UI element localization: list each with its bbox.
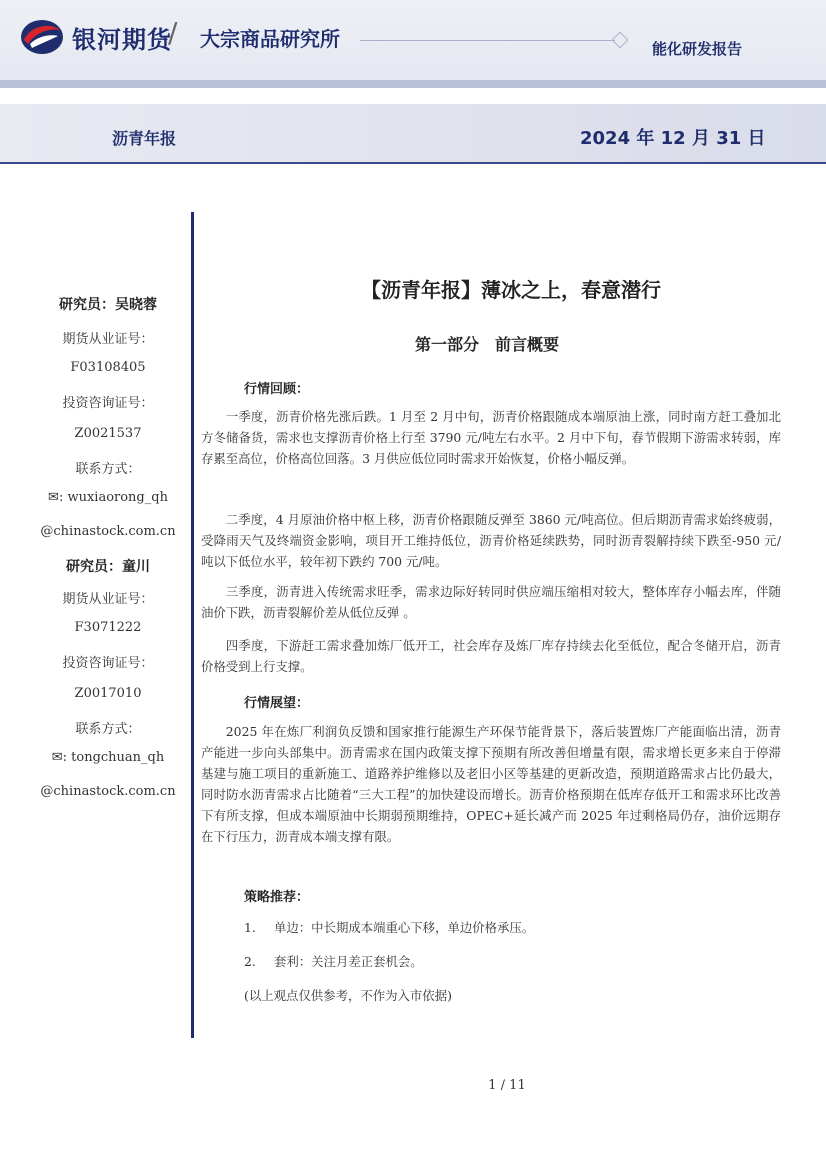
review-paragraph-q3: 三季度，沥青进入传统需求旺季，需求边际好转同时供应端压缩相对较大，整体库存小幅去库，伴随油价下跌，沥青裂解价差从低位反弹 。 — [201, 584, 781, 620]
email-line-2 — [28, 750, 188, 765]
contact-label-1: 联系方式： — [75, 462, 141, 477]
strategy-text-2: 套利：关注月差正套机会。 — [274, 954, 423, 969]
section-title: 第一部分 前言概要 — [414, 335, 559, 354]
cert-number-1: F03108405 — [70, 360, 146, 375]
strategy-heading: 策略推荐： — [244, 890, 310, 905]
review-heading: 行情回顾： — [244, 382, 310, 397]
outlook-heading: 行情展望： — [244, 696, 310, 711]
vertical-divider — [191, 212, 194, 1038]
email-user-2[interactable]: : tongchuan_qh — [62, 750, 165, 765]
header-slash: / — [168, 16, 178, 49]
cert-number-2: F3071222 — [74, 620, 142, 635]
galaxy-logo-icon — [20, 18, 64, 56]
institute-name: 大宗商品研究所 — [200, 27, 340, 51]
brand-name: 银河期货 — [72, 26, 172, 54]
email-user-1[interactable]: : wuxiaorong_qh — [58, 490, 168, 505]
consult-label-1: 投资咨询证号： — [62, 396, 154, 411]
disclaimer-note: (以上观点仅供参考，不作为入市依据) — [244, 988, 452, 1003]
main-title: 【沥青年报】薄冰之上，春意潜行 — [361, 278, 661, 302]
report-name: 沥青年报 — [112, 129, 177, 148]
analyst-name-2: 研究员：童川 — [66, 559, 150, 575]
consult-label-2: 投资咨询证号： — [62, 656, 154, 671]
report-date: 2024 年 12 月 31 日 — [580, 128, 766, 149]
outlook-paragraph: 2025 年在炼厂利润负反馈和国家推行能源生产环保节能背景下，落后装置炼厂产能面临出清，沥青产能进一步向头部集中。沥青需求在国内政策支撑下预期有所改善但增量有限，需求增长更多来自于停滞基建与施工项目的重新施工、道路养护维修以及老旧小区等基建的更新改造，预期道路需求占比仍最大，同时防水沥青需求占比随着“三大工程”的加快建设而增长。沥青价格预期在低库存低开工和需求环比改善下有所支撑，但成本端原油中长期弱预期维持，OPEC+延长减产而 2025 年过剩格局仍存，油价远期存在下行压力，沥青成本端支撑有限。 — [201, 724, 781, 844]
cert-label-1: 期货从业证号： — [62, 332, 154, 347]
strategy-item-1 — [244, 918, 534, 936]
strategy-text-1: 单边：中长期成本端重心下移，单边价格承压。 — [274, 920, 535, 935]
cert-label-2: 期货从业证号： — [62, 592, 154, 607]
report-type: 能化研发报告 — [652, 40, 743, 58]
email-domain-1[interactable]: @chinastock.com.cn — [40, 524, 176, 539]
review-paragraph-q4: 四季度，下游赶工需求叠加炼厂低开工，社会库存及炼厂库存持续去化至低位，配合冬储开启，沥青价格受到上行支撑。 — [201, 638, 781, 674]
header-band — [0, 80, 826, 88]
envelope-icon: ✉ — [51, 750, 63, 765]
header-deco-line — [360, 40, 615, 41]
email-domain-2[interactable]: @chinastock.com.cn — [40, 784, 176, 799]
review-paragraph-q1: 一季度，沥青价格先涨后跌。1 月至 2 月中旬，沥青价格跟随成本端原油上涨，同时南方赶工叠加北方冬储备货，需求也支撑沥青价格上行至 3790 元/吨左右水平。2 月中下旬，春节假期下游需求转弱，库存累至高位，价格高位回落。3 月供应低位同时需求开始恢复，价格小幅反弹。 — [201, 409, 781, 466]
review-paragraph-q2: 二季度，4 月原油价格中枢上移，沥青价格跟随反弹至 3860 元/吨高位。但后期沥青需求始终疲弱，受降雨天气及终端资金影响，项目开工维持低位，沥青价格延续跌势，同时沥青裂解持续下跌至-950 元/吨以下低位水平，较年初下跌约 700 元/吨。 — [201, 512, 781, 569]
envelope-icon: ✉ — [48, 490, 59, 505]
strategy-number-2: 2. — [244, 954, 256, 969]
email-line-1 — [28, 490, 188, 505]
consult-number-2: Z0017010 — [74, 686, 142, 701]
title-bar-line — [0, 162, 826, 164]
strategy-item-2 — [244, 952, 423, 970]
consult-number-1: Z0021537 — [74, 426, 142, 441]
contact-label-2: 联系方式： — [75, 722, 141, 737]
page-number: 1 / 11 — [488, 1078, 526, 1093]
strategy-number-1: 1. — [244, 920, 256, 935]
analyst-name-1: 研究员：吴晓蓉 — [59, 297, 157, 313]
